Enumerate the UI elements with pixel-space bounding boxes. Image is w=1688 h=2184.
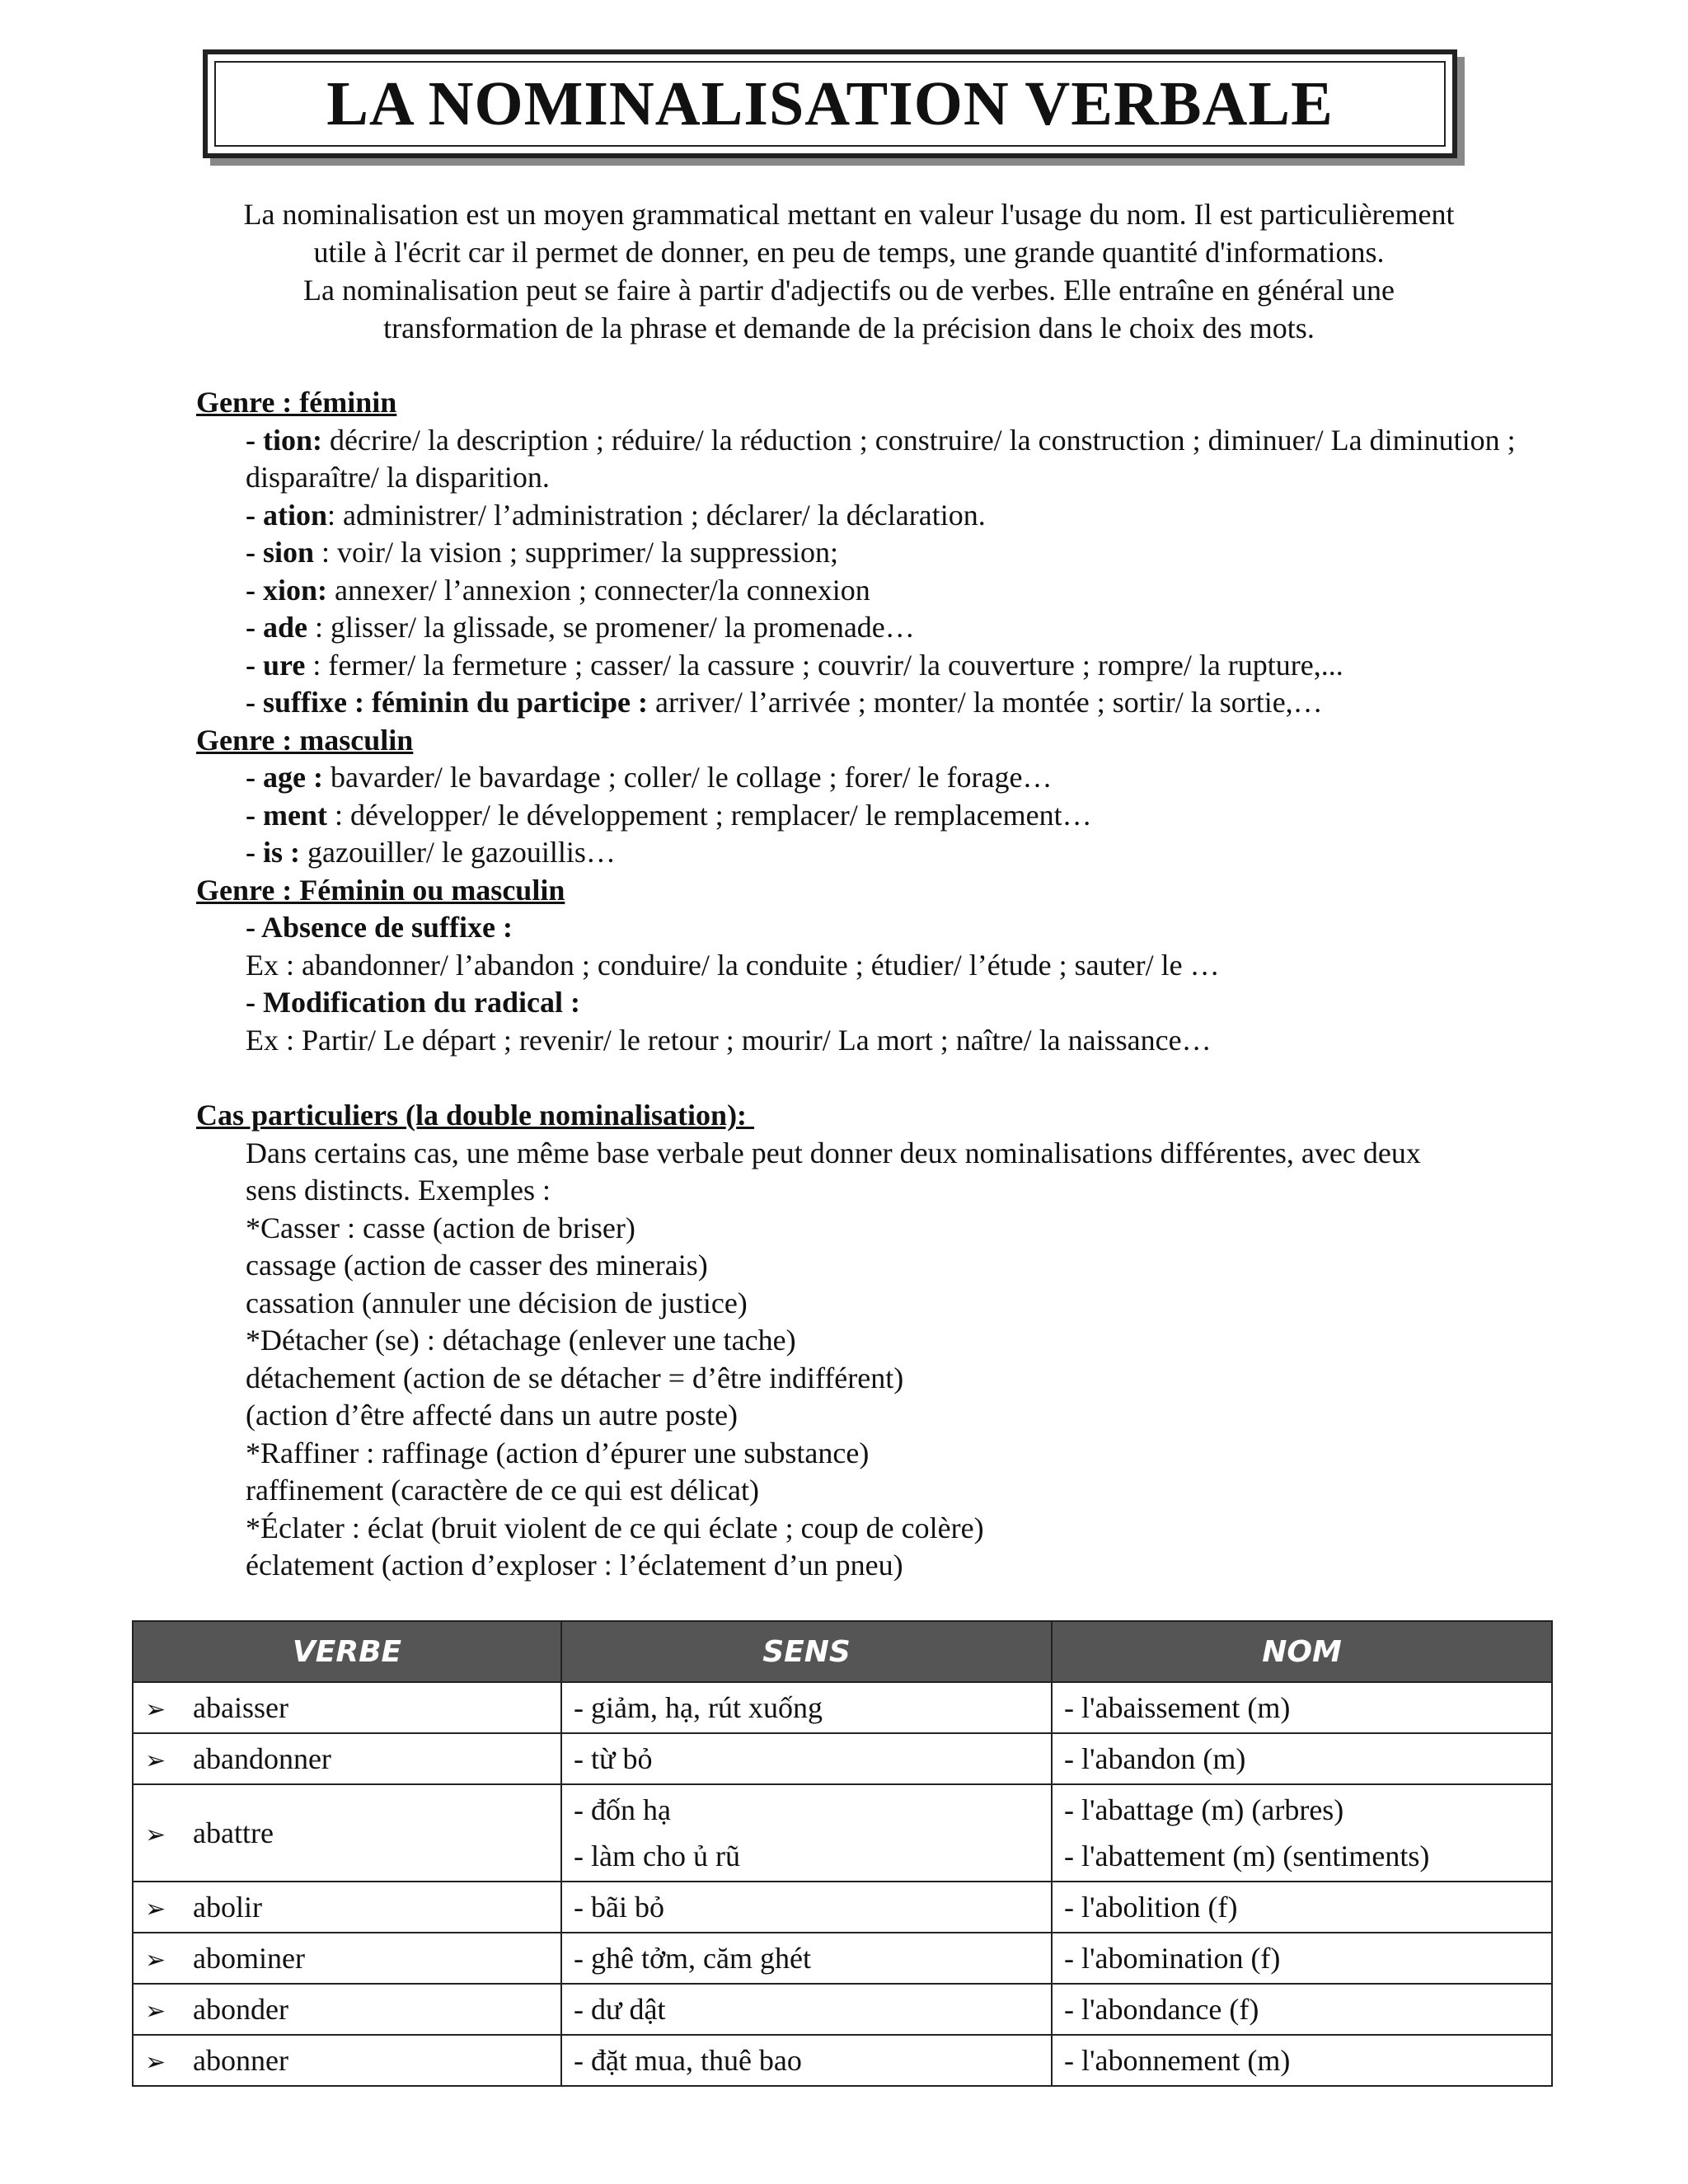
suffix-examples: : fermer/ la fermeture ; casser/ la cassure ; couvrir/ la couverture ; rompre/ la rupture,... (305, 648, 1343, 682)
list-item (196, 797, 1597, 835)
table-row (133, 1733, 1552, 1784)
subheading-modification: - Modification du radical : (246, 986, 580, 1019)
heading-cas-particuliers: Cas particuliers (la double nominalisation): (196, 1099, 755, 1132)
nom-line: - l'abattement (m) (sentiments) (1064, 1840, 1430, 1872)
suffix-examples: gazouiller/ le gazouillis… (300, 836, 616, 869)
suffix-label: - ure (246, 648, 306, 682)
suffix-label: - is : (246, 836, 300, 869)
sens-line: - làm cho ủ rũ (574, 1840, 740, 1872)
list-item (196, 834, 1597, 872)
verbe-text: abattre (193, 1816, 274, 1849)
cell-verbe (133, 1933, 561, 1984)
list-item (196, 534, 1597, 572)
suffix-examples: : glisser/ la glissade, se promener/ la promenade… (307, 611, 915, 644)
cas-line: sens distincts. Exemples : (246, 1174, 551, 1207)
list-item (196, 684, 1597, 722)
cell-sens: - ghê tởm, căm ghét (561, 1933, 1052, 1984)
cell-sens: - giảm, hạ, rút xuống (561, 1682, 1052, 1733)
cell-sens: - dư dật (561, 1984, 1052, 2035)
list-item (196, 572, 1597, 610)
intro-line: La nominalisation est un moyen grammatical mettant en valeur l'usage du nom. Il est particulièrement (243, 198, 1455, 231)
intro-line: La nominalisation peut se faire à partir d'adjectifs ou de verbes. Elle entraîne en général une (303, 274, 1395, 307)
suffix-examples: bavarder/ le bavardage ; coller/ le collage ; forer/ le forage… (322, 761, 1053, 794)
suffix-label: - sion (246, 536, 315, 569)
cas-line: *Éclater : éclat (bruit violent de ce qui éclate ; coup de colère) (246, 1511, 984, 1544)
cas-line: éclatement (action d’exploser : l’éclatement d’un pneu) (246, 1549, 903, 1582)
cell-nom: - l'abondance (f) (1052, 1984, 1552, 2035)
cell-verbe (133, 2035, 561, 2086)
cas-line: *Raffiner : raffinage (action d’épurer une substance) (246, 1436, 870, 1469)
cell-verbe (133, 1882, 561, 1933)
suffix-examples: annexer/ l’annexion ; connecter/la connexion (327, 573, 870, 607)
sens-line: - đốn hạ (574, 1793, 671, 1826)
title-inner-frame (214, 61, 1446, 147)
cell-sens: - từ bỏ (561, 1733, 1052, 1784)
list-item (196, 647, 1597, 685)
cell-sens: - đặt mua, thuê bao (561, 2035, 1052, 2086)
table-row (133, 1984, 1552, 2035)
table-header-row (133, 1621, 1552, 1682)
cell-nom: - l'abomination (f) (1052, 1933, 1552, 1984)
cas-line: *Casser : casse (action de briser) (246, 1211, 635, 1244)
heading-feminin: Genre : féminin (196, 386, 397, 419)
section-cas-particuliers (196, 1097, 1421, 1585)
cell-verbe (133, 1784, 561, 1882)
intro-line: transformation de la phrase et demande de la précision dans le choix des mots. (383, 312, 1315, 344)
list-item (196, 909, 1597, 947)
list-item (196, 497, 1597, 535)
cell-nom: - l'abonnement (m) (1052, 2035, 1552, 2086)
suffix-examples: : développer/ le développement ; remplacer/ le remplacement… (326, 798, 1092, 832)
intro-line: utile à l'écrit car il permet de donner, en peu de temps, une grande quantité d'informations. (313, 236, 1385, 269)
cell-verbe (133, 1733, 561, 1784)
column-header-nom: NOM (1052, 1621, 1552, 1682)
cell-verbe (133, 1984, 561, 2035)
suffix-label: - xion: (246, 573, 327, 607)
cas-line: (action d’être affecté dans un autre poste) (246, 1399, 738, 1432)
column-header-sens: SENS (561, 1621, 1052, 1682)
example-line: Ex : abandonner/ l’abandon ; conduire/ la conduite ; étudier/ l’étude ; sauter/ le … (246, 948, 1220, 982)
table-row (133, 2035, 1552, 2086)
verbe-text: abominer (193, 1942, 305, 1975)
table-row (133, 1882, 1552, 1933)
arrow-bullet-icon: ➢ (145, 1997, 166, 2026)
suffix-label: - tion: (246, 423, 322, 457)
cas-line: raffinement (caractère de ce qui est délicat) (246, 1474, 759, 1507)
verbe-text: abonner (193, 2044, 288, 2077)
arrow-bullet-icon: ➢ (145, 1695, 166, 1724)
suffix-examples: arriver/ l’arrivée ; monter/ la montée ; sortir/ la sortie,… (647, 686, 1323, 719)
suffix-examples: décrire/ la description ; réduire/ la réduction ; construire/ la construction ; diminuer/ La diminution ; disparaître/ la disparition. (246, 423, 1516, 494)
cas-line: détachement (action de se détacher = d’être indifférent) (246, 1361, 904, 1394)
suffix-label: - suffixe : féminin du participe : (246, 686, 648, 719)
intro-paragraph (148, 195, 1550, 347)
suffix-label: - ation (246, 498, 327, 532)
verbe-text: abaisser (193, 1691, 288, 1724)
arrow-bullet-icon: ➢ (145, 1821, 166, 1849)
section-feminin (196, 384, 1597, 1059)
cell-sens: - bãi bỏ (561, 1882, 1052, 1933)
column-header-verbe: VERBE (133, 1621, 561, 1682)
cell-nom: - l'abandon (m) (1052, 1733, 1552, 1784)
arrow-bullet-icon: ➢ (145, 1946, 166, 1975)
list-item (196, 984, 1597, 1022)
arrow-bullet-icon: ➢ (145, 1895, 166, 1924)
suffix-label: - ment (246, 798, 327, 832)
list-item (196, 422, 1597, 497)
table-row (133, 1682, 1552, 1733)
cas-line: cassage (action de casser des minerais) (246, 1249, 708, 1282)
heading-mixte: Genre : Féminin ou masculin (196, 873, 565, 907)
subheading-absence: - Absence de suffixe : (246, 911, 513, 944)
cas-line: Dans certains cas, une même base verbale peut donner deux nominalisations différentes, avec deux (246, 1136, 1421, 1169)
cas-line: cassation (annuler une décision de justice) (246, 1286, 748, 1319)
verbe-text: abandonner (193, 1742, 331, 1775)
vocabulary-table (132, 1620, 1553, 2087)
list-item (196, 609, 1597, 647)
heading-masculin: Genre : masculin (196, 723, 414, 757)
arrow-bullet-icon: ➢ (145, 2048, 166, 2077)
arrow-bullet-icon: ➢ (145, 1746, 166, 1775)
verbe-text: abonder (193, 1993, 288, 2026)
list-item (196, 759, 1597, 797)
cas-line: *Détacher (se) : détachage (enlever une tache) (246, 1324, 796, 1357)
cell-verbe (133, 1682, 561, 1733)
title-box (203, 49, 1457, 158)
cell-sens (561, 1784, 1052, 1882)
cell-nom: - l'abolition (f) (1052, 1882, 1552, 1933)
suffix-examples: : administrer/ l’administration ; déclarer/ la déclaration. (327, 498, 986, 532)
cell-nom (1052, 1784, 1552, 1882)
example-line: Ex : Partir/ Le départ ; revenir/ le retour ; mourir/ La mort ; naître/ la naissance… (246, 1023, 1212, 1057)
suffix-examples: : voir/ la vision ; supprimer/ la suppression; (314, 536, 838, 569)
table-row (133, 1933, 1552, 1984)
nom-line: - l'abattage (m) (arbres) (1064, 1793, 1344, 1826)
suffix-label: - ade (246, 611, 307, 644)
page-title: LA NOMINALISATION VERBALE (326, 68, 1334, 138)
verbe-text: abolir (193, 1891, 262, 1924)
suffix-label: - age : (246, 761, 323, 794)
table-row (133, 1784, 1552, 1882)
cell-nom: - l'abaissement (m) (1052, 1682, 1552, 1733)
